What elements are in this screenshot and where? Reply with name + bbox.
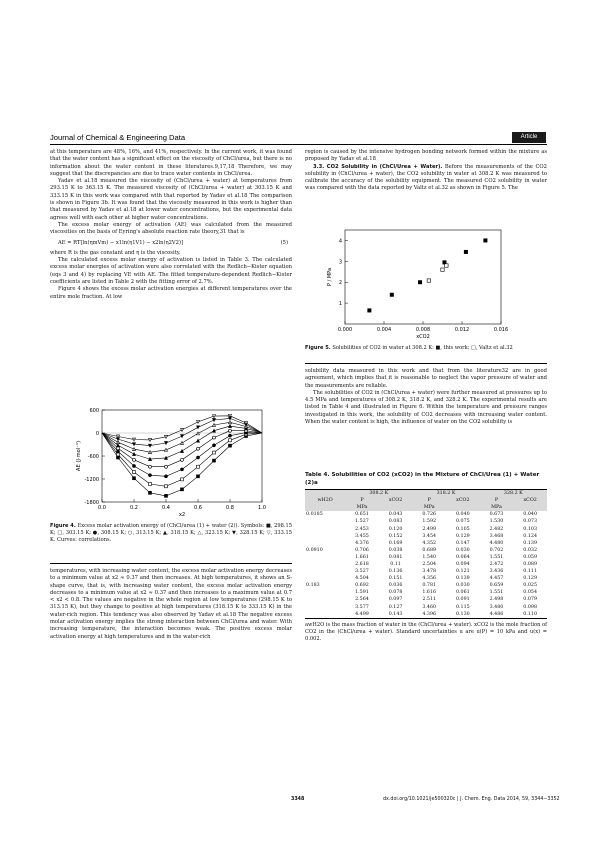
table-cell: 0.673 [489,512,504,518]
data-point [197,475,200,478]
table-cell: 3.577 [355,604,369,610]
data-point [149,482,152,485]
table-cell: 1.616 [422,590,437,596]
table-cell: 0.169 [388,540,403,546]
table-head-temp: 308.2 K [369,491,389,497]
journal-title: Journal of Chemical & Engineering Data [50,133,186,142]
table-cell: 3.454 [422,533,437,539]
table-cell: 0.0185 [306,512,323,518]
table-cell: 0.11 [390,561,401,567]
table-cell: 2.511 [422,597,437,603]
table-cell [305,575,345,582]
table-cell: 1.540 [422,554,437,560]
table-cell: 0.130 [455,611,470,617]
data-point [117,456,120,459]
table-head-w: wH2O [317,498,333,504]
table-cell: 0.105 [455,526,470,532]
figure-5-caption-text: Solubilities of CO2 in water at 308.2 K: ■, this work; □, Valtz et al.32 [332,345,513,351]
table-cell: 3.455 [355,533,369,539]
data-point [117,453,120,456]
data-point [149,465,152,468]
table-cell: 4.376 [355,540,369,546]
right-paragraph-4: The solubilities of CO2 in (ChCl/urea + water) were further measured at pressures up to 4.5 MPa and temperatures of 308.2 K, 318.2 K, and 328.2 K. The experimental results are listed in Table 4 and illustrated in Figure 6. Within the temperature and pressure ranges investigated in this work, the solubility of CO2 decreases with increasing water content. When the water content is high, the influence of water on the CO2 solubility is [305,389,547,426]
data-point [229,421,232,424]
table-cell: 3.478 [422,569,437,575]
right-rule [305,363,547,364]
y-tick-label: 600 [89,408,99,414]
table-cell: 3.460 [422,604,437,610]
left-rule [50,563,292,564]
y-tick-label: -600 [87,454,99,460]
table-row [305,568,547,575]
table-cell: 4.499 [355,611,369,617]
data-point [427,279,430,282]
data-point [133,458,136,461]
data-point [213,429,216,432]
data-point [213,444,216,447]
left-paragraph-6: Figure 4 shows the excess molar activation energies at different temperatures over the entire mole fraction. At low [50,286,292,300]
data-point [229,425,232,428]
table-row [305,511,547,518]
table-bottom-rule [305,618,547,619]
table-head-unit: MPa [356,505,368,511]
table-cell: 0.064 [455,554,470,560]
figure-5-chart [305,226,547,342]
data-point [197,420,200,423]
data-point [165,475,168,478]
table-row [305,582,547,589]
x-tick-label: 0.6 [194,505,202,511]
data-point [229,429,232,432]
table-cell: 0.115 [455,604,470,610]
table-var-row [305,497,547,504]
data-point [149,474,152,477]
table-cell: 0.103 [523,526,538,532]
table-cell: 4.396 [422,611,437,617]
data-point [149,491,152,494]
table-cell: 0.097 [388,597,403,603]
table-head-unit: MPa [423,505,435,511]
table-cell [305,554,345,561]
data-point [484,239,487,242]
x-tick-label: 0.8 [226,505,234,511]
data-point [445,264,448,267]
table-row [305,525,547,532]
table-cell: 0.129 [455,533,470,539]
data-point [197,456,200,459]
data-point [418,281,421,284]
table-row [305,533,547,540]
table-unit-empty [513,504,547,511]
table-cell: 2.453 [355,526,369,532]
table-cell: 4.504 [355,576,369,582]
doi-footer: dx.doi.org/10.1021/je500320c | J. Chem. Eng. Data 2014, 59, 3344−3352 [383,797,560,802]
x-tick-label: 0.4 [162,505,170,511]
table-cell: 0.059 [523,554,538,560]
data-point [133,477,136,480]
left-column-bottom [50,568,292,641]
table-head-unit: MPa [491,505,502,511]
table-cell: 2.482 [489,526,504,532]
table-cell: 0.043 [388,512,403,518]
data-point [117,447,120,450]
data-point [197,426,200,429]
data-point [165,456,168,459]
table-cell: 0.139 [523,540,538,546]
table-head-temp: 318.2 K [436,491,456,497]
equation-body: AE = RT[ln(ηmVm) − x1ln(η1V1) − x2ln(η2V2)] [58,239,183,246]
table-cell: 0.726 [422,512,437,518]
table-cell [305,568,345,575]
table-cell: 0.078 [388,590,403,596]
table-cell: 0.147 [455,540,470,546]
data-point [213,418,216,421]
table-cell [305,533,345,540]
y-tick-label: 4 [338,238,342,245]
table-cell: 0.032 [523,547,538,553]
table-cell: 0.129 [523,576,538,582]
y-tick-label: 1 [338,301,342,308]
table-row [305,547,547,554]
data-point [464,250,467,253]
table-corner [305,490,345,497]
data-point [165,485,168,488]
left-paragraph-1: at this temperature are 48%, 16%, and 41%, respectively. In the current work, it was found that the water content has a significant effect on the viscosity of ChCl/urea, but there is no information about the water content in these literatures.9,17,18 Therefore, we may suggest that the discrepancies are due to trace water contents in ChCl/urea. [50,149,292,177]
table-cell: 0.121 [455,569,470,575]
left-paragraph-5: The calculated excess molar energy of activation is listed in Table 3. The calculated excess molar energies of activation were also correlated with the Redlich−Kister equation (eqs 3 and 4) by replacing VE with AE. The fitted temperature-dependent Redlich−Kister coefficients are listed in Table 2 with the fitting error of 2.7%. [50,257,292,286]
table-cell [305,525,345,532]
x-axis-label: xCO2 [416,334,430,340]
table-cell: 0.651 [355,512,369,518]
data-point [165,465,168,468]
y-axis-label: AE (J·mol⁻¹) [76,440,82,472]
table-cell: 0.089 [523,561,538,567]
table-cell: 0.139 [455,576,470,582]
table-cell: 4.480 [489,540,504,546]
table-cell: 0.091 [455,597,470,603]
data-point [165,494,168,497]
data-point [181,488,184,491]
data-point [197,447,200,450]
table-cell: 1.527 [355,519,369,525]
table-head-p: P [494,498,499,504]
data-point [165,441,168,444]
table-unit-empty [305,504,345,511]
table-cell: 3.436 [489,569,504,575]
table-cell: 0.054 [523,590,538,596]
right-paragraph-3: solubility data measured in this work and that from the literature32 are in good agreement, which implies that it is reasonable to neglect the vapor pressure of water and the measurements are reliable. [305,368,547,389]
data-point [149,458,152,461]
table-cell [305,540,345,547]
y-tick-label: -1800 [84,500,99,506]
table-cell: 0.143 [388,611,403,617]
data-point [149,451,152,454]
table-cell [305,561,345,568]
x-tick-label: 0.016 [493,327,509,333]
right-paragraph-2 [305,164,547,193]
data-point [229,439,232,442]
table-row [305,540,547,547]
table-head-temp: 328.2 K [503,491,523,497]
right-column-middle [305,368,547,426]
table-cell: 1.551 [489,590,504,596]
table-cell: 0.659 [489,583,504,589]
data-point [390,293,393,296]
data-point [213,415,216,418]
table-cell: 0.136 [388,569,403,575]
data-point [213,451,216,454]
figure-4-caption [50,523,292,544]
table-row [305,604,547,611]
data-point [149,444,152,447]
table-4-title: Table 4. Solubilities of CO2 (xCO2) in the Mixture of ChCl/Urea (1) + Water (2)a [305,472,540,486]
data-point [165,435,168,438]
equation-5 [50,240,292,247]
table-row [305,575,547,582]
data-point [229,444,232,447]
table-cell: 0.120 [388,526,403,532]
table-cell: 0.111 [523,569,538,575]
table-cell: 0.075 [455,519,470,525]
table-cell: 0.151 [388,576,403,582]
x-tick-label: 0.2 [130,505,138,511]
x-tick-label: 1.0 [258,505,266,511]
table-4 [305,471,547,643]
data-point [181,435,184,438]
figure-5-label: Figure 5. [305,345,331,351]
data-point [117,450,120,453]
table-cell: 4.352 [422,540,437,546]
data-point [133,471,136,474]
left-column-top [50,149,292,301]
table-note: awH2O is the mass fraction of water in the (ChCl/urea + water). xCO2 is the mole fraction of CO2 in the (ChCl/urea + water). Standard uncertainties u are u(P) = 10 kPa and u(x) = 0.002. [305,621,547,642]
figure-4-chart [50,402,292,520]
table-unit-empty [379,504,413,511]
right-paragraph-2-text: Before the measurements of the CO2 solubility in (ChCl/urea + water), the CO2 solubility in water at 308.2 K was measured to calibrate the accuracy of the solubility equipment. The measured CO2 solubility in water was compared with the data reported by Valtz et al.32 as shown in Figure 5. The [305,163,547,192]
table-cell: 0.040 [523,512,538,518]
y-tick-label: 0 [95,431,99,437]
data-point [213,459,216,462]
table-cell: 0.038 [388,547,403,553]
data-point [181,450,184,453]
data-point [181,441,184,444]
data-point [133,453,136,456]
table-cell: 0.073 [523,519,538,525]
table-row [305,518,547,525]
table-4-grid [305,490,547,618]
x-tick-label: 0.0 [98,505,106,511]
page-number: 3348 [291,797,305,802]
table-cell: 0.702 [489,547,504,553]
table-cell: 0.127 [388,604,403,610]
table-cell: 0.040 [455,512,470,518]
data-point [229,434,232,437]
table-cell: 0.094 [455,561,470,567]
table-cell: 1.551 [489,554,504,560]
y-tick-label: 3 [338,259,342,266]
table-cell: 0.689 [422,547,437,553]
data-point [197,432,200,435]
table-cell [305,604,345,611]
table-row [305,561,547,568]
section-title: 3.3. CO2 Solubility in (ChCl/Urea + Water). [313,163,443,170]
y-axis-label: P / MPa [327,267,333,287]
table-cell [305,589,345,596]
table-row [305,611,547,618]
data-point [197,439,200,442]
table-cell: 0.061 [455,590,470,596]
table-cell [305,611,345,618]
data-point [133,443,136,446]
table-cell: 4.457 [489,576,504,582]
article-badge: Article [512,132,546,143]
left-paragraph-2: Yadav et al.18 measured the viscosity of (ChCl/urea + water) at temperatures from 293.15 K to 363.15 K. The measured viscosity of (ChCl/urea + water) at 303.15 K and 333.15 K in this work was compared with that reported by Yadav et al.18 The comparison is shown in Figure 3b. It was found that the viscosity measured in this work is higher than that measured by Yadav et al.18 at lower water concentrations, but the experimental data agrees well with each other at higher water concentrations. [50,178,292,221]
data-point [213,423,216,426]
data-point [213,436,216,439]
equation-number: (5) [280,239,288,246]
table-row [305,589,547,596]
table-cell: 0.152 [388,533,403,539]
table-head-x: xCO2 [523,498,537,504]
table-cell: 1.591 [355,590,369,596]
table-cell: 2.472 [489,561,504,567]
x-tick-label: 0.008 [415,327,431,333]
table-cell: 0.781 [422,583,437,589]
table-cell: 0.036 [388,583,403,589]
data-point [368,309,371,312]
figure-5-caption [305,345,547,352]
data-point [197,465,200,468]
table-cell: 4.356 [422,576,437,582]
data-point [165,448,168,451]
x-tick-label: 0.012 [454,327,470,333]
table-cell: 2.504 [422,561,437,567]
data-point [181,468,184,471]
table-cell: 0.030 [455,547,470,553]
table-cell: 2.499 [422,526,437,532]
table-cell: 0.110 [523,611,538,617]
table-cell: 0.183 [306,583,320,589]
y-tick-label: -1200 [84,477,99,483]
table-row [305,596,547,603]
table-unit-empty [446,504,480,511]
table-cell: 0.692 [355,583,369,589]
table-cell: 2.564 [355,597,369,603]
table-cell: 1.530 [489,519,504,525]
table-cell: 0.0910 [306,547,323,553]
data-point [181,428,184,431]
table-unit-row [305,504,547,511]
x-tick-label: 0.004 [376,327,392,333]
table-temp-row [305,490,547,497]
table-cell: 1.661 [355,554,369,560]
table-cell: 0.025 [523,583,538,589]
data-point [181,478,184,481]
figure-4-label: Figure 4. [50,523,76,529]
table-cell: 3.527 [355,569,369,575]
data-point [133,448,136,451]
table-cell: 2.498 [489,597,504,603]
y-tick-label: 2 [338,280,342,287]
x-tick-label: 0.000 [337,327,353,333]
table-head-x: xCO2 [388,498,403,504]
data-point [133,464,136,467]
header-rule [50,144,547,145]
table-head-p: P [427,498,431,504]
table-cell [305,596,345,603]
table-cell: 2.618 [355,561,369,567]
table-cell: 0.124 [523,533,538,539]
table-cell: 4.486 [489,611,504,617]
data-point [181,458,184,461]
right-paragraph-1: region is caused by the intensive hydrogen bonding network formed within the mixture as proposed by Yadav et al.18 [305,149,547,163]
data-point [133,438,136,441]
table-head-p: P [360,498,364,504]
table-cell: 3.468 [489,533,504,539]
left-paragraph-4: where R is the gas constant and η is the viscosity. [50,249,181,256]
table-cell: 0.083 [388,519,403,525]
table-cell: 0.098 [523,604,538,610]
table-cell: 1.592 [422,519,437,525]
table-cell [305,518,345,525]
figure-4-caption-text: Excess molar activation energy of (ChCl/urea (1) + water (2)). Symbols: ■, 298.15 K; □, 303.15 K; ●, 308.15 K; ○, 313.15 K; ▲, 318.15 K; △, 323.15 K; ▼, 328.15 K; ▽, 333.15 K. Curves: correlations. [50,523,292,543]
data-point [149,438,152,441]
table-cell: 3.480 [489,604,504,610]
left-paragraph-3: The excess molar energy of activation (AE) was calculated from the measured viscosities on the basis of Eyring's absolute reaction rate theory,31 that is [50,221,292,236]
left-paragraph-7: temperatures, with increasing water content, the excess molar activation energy decreases to a minimum value at x2 ≈ 0.37 and then increases. At high temperatures, it shows an S-shape curve, that is, with increasing water content, the excess molar activation energy decreases to a minimum value at x2 ≈ 0.37 and then increases to a maximum value at 0.7 < x2 < 0.8. The values are negative in the whole region at low temperatures (298.15 K to 313.15 K), but they change to positive at high temperatures (318.15 K to 333.15 K) in the water-rich region. This tendency was also observed by Yadav et al.18 The negative excess molar activation energy implies the strong interaction between ChCl/urea and water. With increasing temperature, the interaction becomes weak. The positive excess molar activation energy at high temperatures and in the water-rich [50,568,292,640]
table-cell: 0.079 [523,597,538,603]
table-cell: 0.081 [388,554,403,560]
x-axis-label: x2 [178,512,186,518]
data-point [441,268,444,271]
table-head-x: xCO2 [456,498,470,504]
table-cell: 0.030 [455,583,470,589]
table-cell: 0.706 [355,547,369,553]
right-column-top [305,149,547,193]
table-row [305,554,547,561]
